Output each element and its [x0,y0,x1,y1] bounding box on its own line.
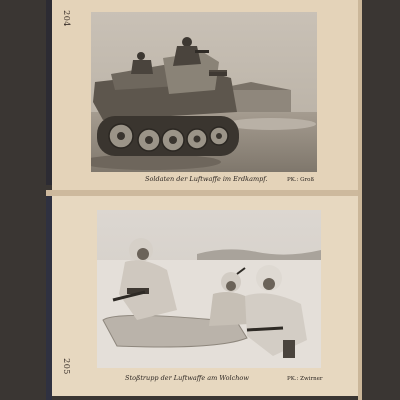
credit-bottom: PK.: Zwirner [287,376,323,382]
page-edge [358,0,362,400]
photo-tank [91,12,317,172]
page-gutter [46,190,362,196]
photo-patrol [97,210,321,368]
tank-photo-image [91,12,317,172]
caption-bottom: Stoßtrupp der Luftwaffe am Wolchow [125,374,249,382]
patrol-photo-image [97,210,321,368]
page-number-bottom: 205 [61,358,71,375]
page-number-top: 204 [61,10,71,27]
caption-top: Soldaten der Luftwaffe im Erdkampf. [145,175,268,183]
credit-top: PK.: Groß [287,177,315,183]
